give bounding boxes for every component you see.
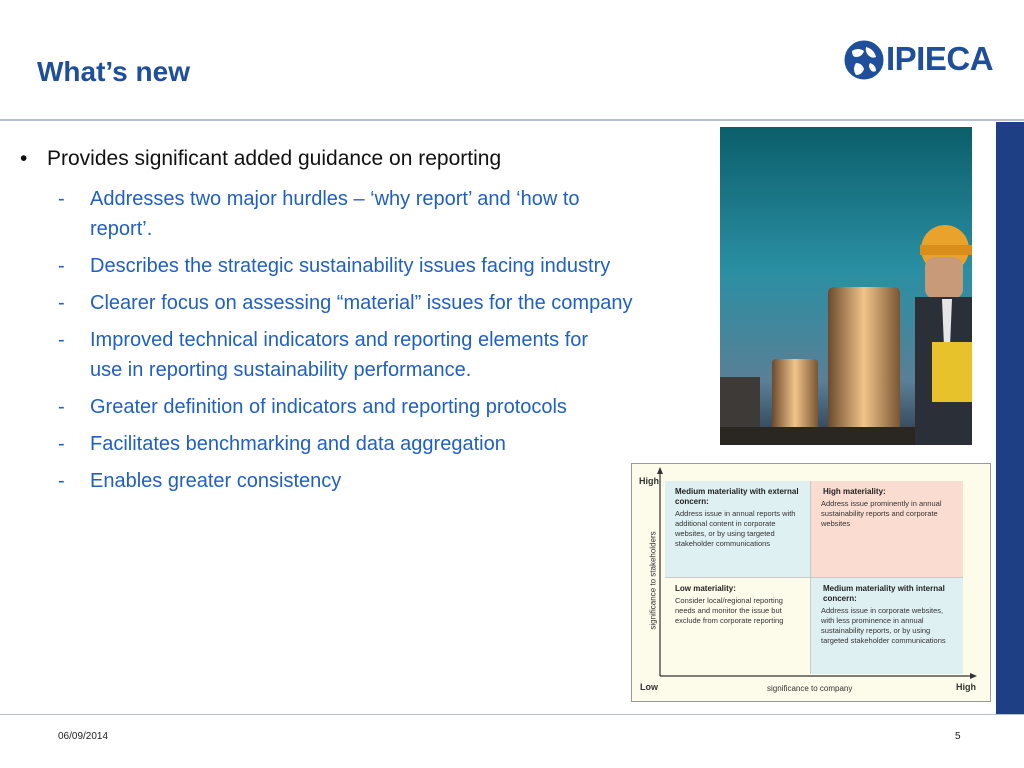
page-number: 5 (955, 731, 961, 742)
y-axis-high-label: High (639, 476, 659, 486)
materiality-matrix (631, 463, 991, 702)
quadrant-low (665, 578, 811, 674)
quadrant-title: Low materiality: (675, 584, 736, 593)
sub-bullet: - Improved technical indicators and reporting elements for use in reporting sustainability performance. (18, 325, 668, 385)
x-axis-label: significance to company (767, 684, 853, 693)
globe-icon (842, 37, 886, 83)
cover-illustration (720, 127, 972, 445)
quadrant-title: Medium materiality with internal concern: (823, 584, 945, 603)
header-divider (0, 119, 1024, 121)
x-axis-high-label: High (956, 682, 976, 692)
quadrant-medium-internal (811, 578, 963, 674)
logo-text: IPIECA (886, 40, 994, 77)
bullet-dot: • (20, 147, 28, 170)
y-axis-label: significance to stakeholders (648, 531, 658, 630)
ipieca-logo (842, 36, 1012, 84)
sub-bullet: - Describes the strategic sustainability issues facing industry (18, 251, 668, 281)
quadrant-body: Consider local/regional reporting needs and monitor the issue but exclude from corporate reporting (675, 596, 784, 625)
sub-bullet-text: Improved technical indicators and reporting elements for use in reporting sustainability performance. (90, 329, 589, 382)
quadrant-body: Address issue in corporate websites, with less prominence in annual sustainability reports, or by using targeted stakeholder communications (821, 606, 946, 645)
sub-bullet-text: Describes the strategic sustainability issues facing industry (90, 255, 611, 278)
how-to-report-cover-image (720, 127, 972, 445)
sub-bullet: - Facilitates benchmarking and data aggregation (18, 429, 668, 459)
axis-low-label: Low (640, 682, 658, 692)
quadrant-high (811, 481, 963, 578)
sub-bullet: - Greater definition of indicators and reporting protocols (18, 392, 668, 422)
footer-date: 06/09/2014 (58, 731, 109, 742)
quadrant-title: High materiality: (823, 487, 886, 496)
quadrant-medium-external (665, 481, 811, 578)
slide-title: What’s new (37, 56, 190, 87)
side-accent-bar (996, 122, 1024, 714)
main-bullet (18, 146, 668, 172)
bullet-list (18, 146, 668, 503)
sub-bullet-list (18, 184, 668, 496)
sub-bullet: - Addresses two major hurdles – ‘why report’ and ‘how to report’. (18, 184, 668, 244)
sub-bullet: - Clearer focus on assessing “material” issues for the company (18, 288, 668, 318)
sub-bullet: - Enables greater consistency (18, 466, 668, 496)
sub-bullet-text: Enables greater consistency (90, 470, 342, 493)
footer-divider (0, 714, 1024, 715)
main-bullet-text: Provides significant added guidance on reporting (47, 147, 502, 170)
sub-bullet-text: Facilitates benchmarking and data aggregation (90, 433, 506, 456)
sub-bullet-text: Clearer focus on assessing “material” issues for the company (90, 292, 633, 315)
quadrant-body: Address issue in annual reports with additional content in corporate websites, or by using targeted stakeholder communications (675, 509, 796, 548)
quadrant-title: Medium materiality with external concern: (675, 487, 799, 506)
sub-bullet-text: Greater definition of indicators and reporting protocols (90, 396, 567, 419)
quadrant-body: Address issue prominently in annual sustainability reports and corporate websites (821, 499, 942, 528)
sub-bullet-text: Addresses two major hurdles – ‘why report’ and ‘how to report’. (90, 188, 580, 241)
